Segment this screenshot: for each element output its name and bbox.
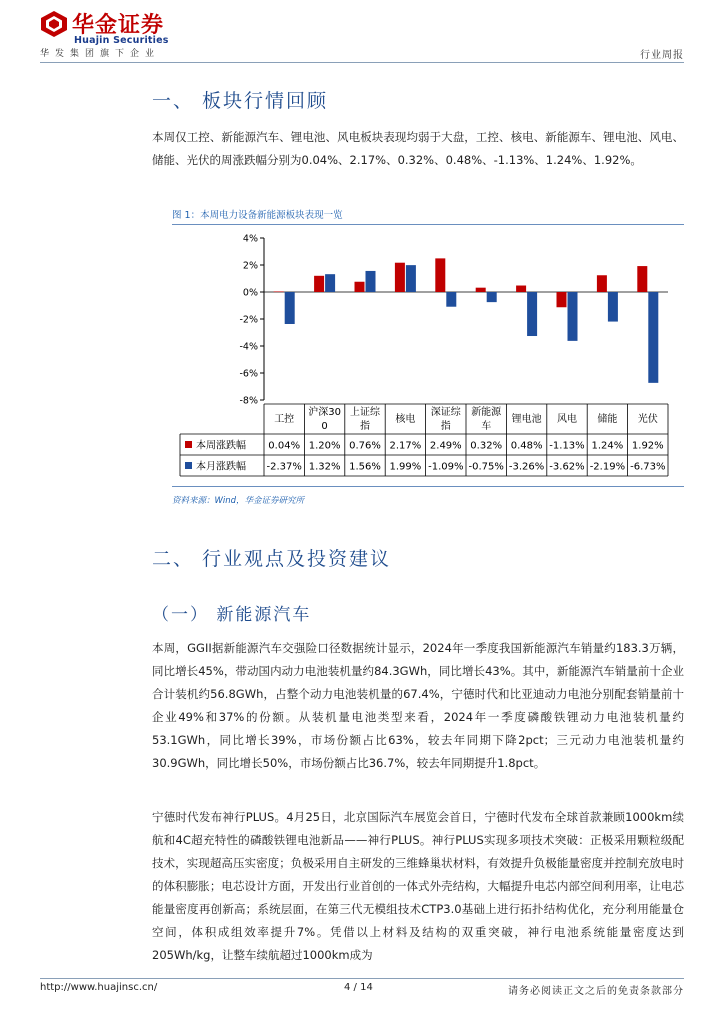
- bar-weekly: [395, 263, 405, 292]
- data-label: 0.04%: [268, 440, 301, 452]
- section-2-paragraph-2: 宁德时代发布神行PLUS。4月25日，北京国际汽车展览会首日，宁德时代发布全球首款兼顾1000km续航和4C超充特性的磷酸铁锂电池新品——神行PLUS。神行PLUS实现多项技术突破：正极采用颗粒级配技术，实现超高压实密度；负极采用自主研发的三维蜂巢状材料，有效提升负极能量密度并控制充放电时的体积膨胀；电芯设计方面，开发出行业首创的一体式外壳结构，大幅提升电芯内部空间利用率，让电芯能量密度再创新高；系统层面，在第三代无模组技术CTP3.0基础上进行拓扑结构优化，充分利用能量仓空间，体积成组效率提升7%。凭借以上材料及结构的双重突破，神行电池系统能量密度达到205Wh/kg，让整车续航超过1000km成为: [152, 810, 684, 962]
- figure-1-title: 图 1：本周电力设备新能源板块表现一览: [172, 210, 343, 221]
- category-label: 风电: [557, 414, 577, 425]
- figure-1-chart: [172, 226, 684, 484]
- bar-weekly: [314, 276, 324, 292]
- bar-weekly: [516, 286, 526, 292]
- subsection-1-title: （一） 新能源汽车: [152, 605, 312, 625]
- category-label: 锂电池: [511, 414, 542, 425]
- section-1-title: 一、 板块行情回顾: [152, 90, 329, 112]
- bar-weekly: [597, 275, 607, 292]
- data-label: -2.19%: [589, 461, 626, 473]
- data-label: 0.76%: [349, 440, 381, 452]
- category-label: 沪深30: [308, 407, 341, 418]
- bar-weekly: [274, 291, 284, 292]
- bar-weekly: [557, 292, 567, 307]
- section-2-title: 二、 行业观点及投资建议: [152, 548, 392, 570]
- data-label: 1.99%: [389, 461, 422, 473]
- legend-label-monthly: 本月涨跌幅: [196, 461, 246, 473]
- data-label: 2.17%: [389, 440, 422, 452]
- bar-weekly: [435, 258, 445, 292]
- figure-1-source: 资料来源：Wind，华金证券研究所: [172, 496, 305, 506]
- footer-divider: [40, 978, 684, 979]
- bar-weekly: [355, 282, 365, 292]
- category-label: 车: [481, 421, 492, 432]
- category-label: 上证综: [350, 407, 380, 418]
- category-label: 储能: [597, 414, 618, 425]
- data-label: 0.48%: [510, 440, 543, 452]
- data-label: -3.26%: [508, 461, 545, 473]
- data-label: 1.92%: [631, 440, 664, 452]
- page-number: 4 / 14: [344, 982, 373, 993]
- data-label: -6.73%: [630, 461, 666, 473]
- category-label: 工控: [274, 414, 295, 425]
- logo-english-name: Huajin Securities: [74, 35, 169, 46]
- report-type: 行业周报: [640, 50, 684, 61]
- page-header: [40, 8, 684, 64]
- legend-label-weekly: 本周涨跌幅: [196, 440, 246, 452]
- y-tick-label: -2%: [239, 314, 258, 326]
- bar-monthly: [285, 292, 295, 324]
- category-label: 核电: [395, 414, 416, 425]
- figure-top-rule: [172, 224, 684, 225]
- bar-monthly: [325, 274, 335, 292]
- bar-weekly: [476, 288, 486, 292]
- y-tick-label: 0%: [242, 287, 258, 299]
- category-label: 0: [321, 421, 328, 432]
- bar-monthly: [406, 265, 416, 292]
- data-label: 1.32%: [308, 461, 341, 473]
- bar-monthly: [608, 292, 618, 322]
- data-label: 0.32%: [470, 440, 503, 452]
- section-1-paragraph: 本周仅工控、新能源汽车、锂电池、风电板块表现均弱于大盘，工控、核电、新能源车、锂电池、风电、储能、光伏的周涨跌幅分别为0.04%、2.17%、0.32%、0.48%、-1.13%、1.24%、1.92%。: [152, 130, 684, 167]
- category-label: 光伏: [637, 414, 658, 425]
- y-tick-label: -4%: [239, 341, 258, 353]
- figure-bottom-rule: [172, 486, 684, 487]
- header-divider: [40, 62, 684, 63]
- category-label: 指: [360, 421, 370, 432]
- footer-url-link[interactable]: http://www.huajinsc.cn/: [40, 982, 158, 993]
- data-label: 2.49%: [429, 440, 462, 452]
- bar-monthly: [446, 292, 456, 307]
- data-label: 1.24%: [591, 440, 624, 452]
- huajin-logo-icon: [40, 10, 68, 38]
- logo-chinese-name: 华金证券: [72, 13, 165, 38]
- data-label: -0.75%: [468, 461, 504, 473]
- data-label: -3.62%: [549, 461, 585, 473]
- bar-monthly: [648, 292, 658, 383]
- header-slogan: 华发集团旗下企业: [40, 49, 161, 59]
- y-tick-label: -8%: [239, 395, 258, 407]
- category-label: 新能源: [471, 407, 502, 418]
- bar-monthly: [366, 271, 376, 292]
- data-label: -2.37%: [266, 461, 302, 473]
- section-2-paragraph-1: 本周，GGII据新能源汽车交强险口径数据统计显示，2024年一季度我国新能源汽车销量约183.3万辆，同比增长45%，带动国内动力电池装机量约84.3GWh，同比增长43%。其中，新能源汽车销量前十企业合计装机约56.8GWh，占整个动力电池装机量的67.4%，宁德时代和比亚迪动力电池分别配套销量前十企业49%和37%的份额。从装机量电池类型来看，2024年一季度磷酸铁锂动力电池装机量约53.1GWh，同比增长39%，市场份额占比63%，较去年同期下降2pct；三元动力电池装机量约30.9GWh，同比增长50%，市场份额占比36.7%，较去年同期提升1.8pct。: [152, 641, 684, 770]
- y-tick-label: -6%: [239, 368, 258, 380]
- bar-monthly: [487, 292, 497, 302]
- category-label: 指: [440, 421, 451, 432]
- bar-weekly: [637, 266, 647, 292]
- legend-swatch-weekly: [185, 441, 192, 448]
- data-label: -1.09%: [428, 461, 464, 473]
- y-tick-label: 4%: [242, 233, 258, 245]
- bar-monthly: [527, 292, 537, 336]
- bar-monthly: [568, 292, 578, 341]
- y-tick-label: 2%: [242, 260, 258, 272]
- data-label: 1.56%: [349, 461, 381, 473]
- category-label: 深证综: [430, 407, 461, 418]
- data-label: -1.13%: [549, 440, 585, 452]
- footer-disclaimer: 请务必阅读正文之后的免责条款部分: [508, 986, 684, 997]
- data-label: 1.20%: [308, 440, 341, 452]
- legend-swatch-monthly: [185, 462, 192, 469]
